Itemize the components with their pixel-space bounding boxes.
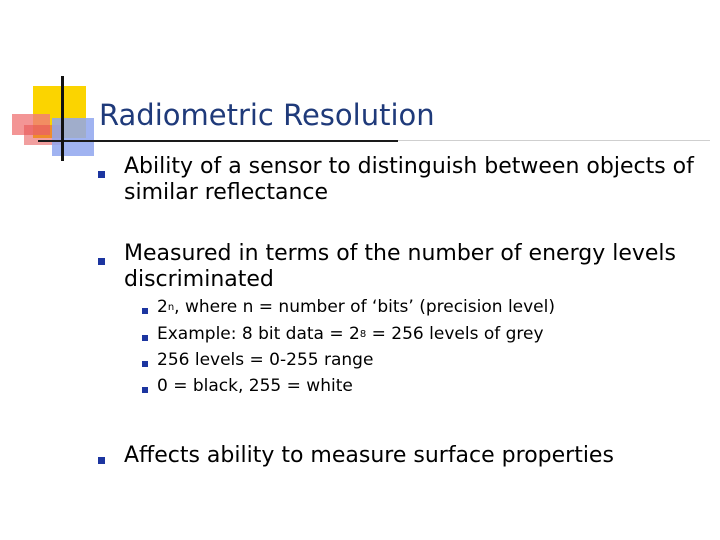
sub-bullet-1-rest: , where n = number of ‘bits’ (precision level): [174, 297, 555, 317]
sub-bullet-marker-3: [142, 361, 148, 367]
bullet-1-line-2: similar reflectance: [124, 180, 329, 205]
bullet-marker-2: [98, 258, 105, 265]
sub-bullet-2-superscript: 8: [359, 329, 367, 340]
sub-bullet-marker-2: [142, 335, 148, 341]
logo-blue-square: [52, 118, 94, 156]
sub-bullet-2-pre: Example: 8 bit data = 2: [157, 324, 360, 344]
bullet-marker-3: [98, 457, 105, 464]
bullet-marker-1: [98, 171, 105, 178]
sub-bullet-3: 256 levels = 0-255 range: [157, 350, 374, 370]
title-underline: [38, 140, 398, 142]
sub-bullet-1: [157, 297, 555, 317]
sub-bullet-1-superscript: n: [167, 302, 175, 313]
logo-vertical-line: [61, 76, 64, 161]
bullet-2-line-2: discriminated: [124, 267, 274, 292]
bullet-3-line-1: Affects ability to measure surface properties: [124, 443, 614, 468]
sub-bullet-4: 0 = black, 255 = white: [157, 376, 353, 396]
bullet-1-line-1: Ability of a sensor to distinguish between objects of: [124, 154, 694, 179]
sub-bullet-2: [157, 324, 544, 344]
sub-bullet-marker-4: [142, 387, 148, 393]
sub-bullet-marker-1: [142, 308, 148, 314]
sub-bullet-2-rest: = 256 levels of grey: [366, 324, 544, 344]
sub-bullet-1-base: 2: [157, 297, 168, 317]
slide-title: Radiometric Resolution: [99, 98, 435, 132]
bullet-2-line-1: Measured in terms of the number of energy levels: [124, 241, 676, 266]
